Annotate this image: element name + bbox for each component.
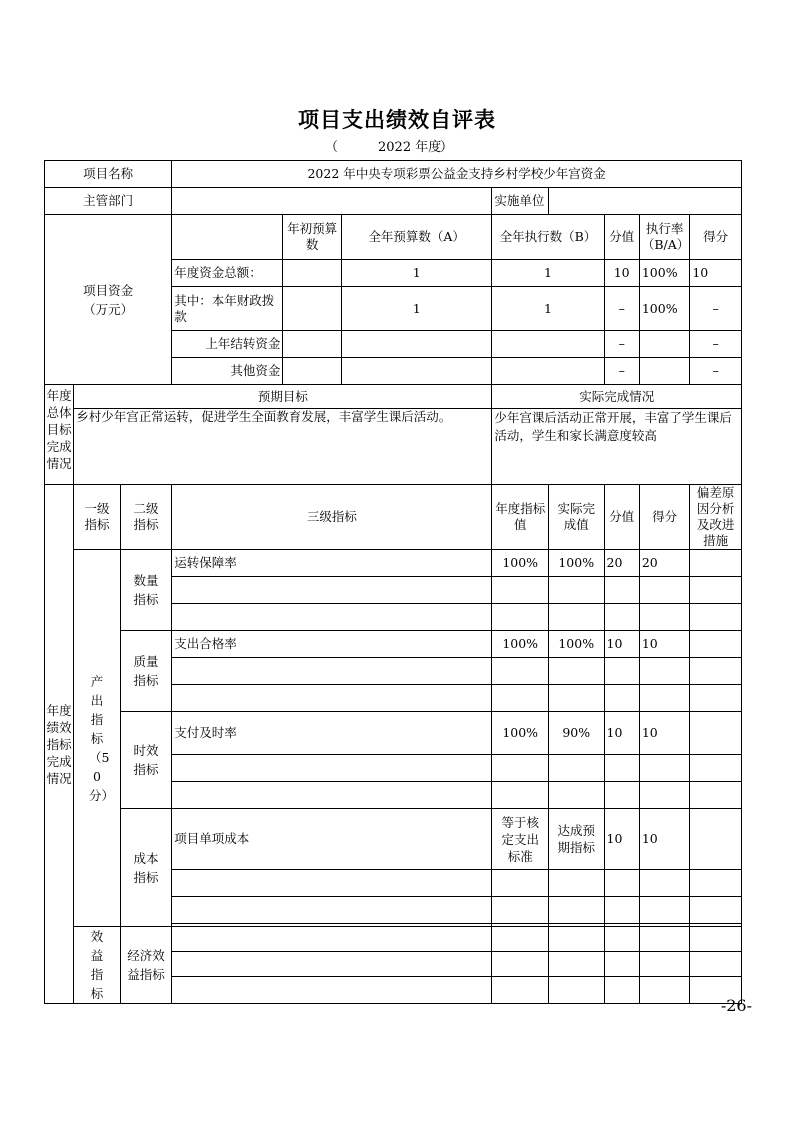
funds-row-executed xyxy=(492,358,604,385)
ind-header-score-value: 分值 xyxy=(604,485,639,550)
funds-header-initial: 年初预算数 xyxy=(283,215,342,260)
indicator-target: 等于核定支出标准 xyxy=(492,809,549,870)
funds-row-initial xyxy=(283,287,342,331)
funds-row-score: – xyxy=(690,331,742,358)
funds-row-score-value: – xyxy=(604,358,639,385)
goals-expected-header: 预期目标 xyxy=(74,385,492,409)
indicator-row xyxy=(45,809,742,870)
funds-label xyxy=(45,215,172,385)
goals-actual-text: 少年宫课后活动正常开展，丰富了学生课后活动，学生和家长满意度较高 xyxy=(492,409,742,485)
funds-row-budget: 1 xyxy=(341,260,491,287)
indicator-actual: 达成预期指标 xyxy=(548,809,604,870)
ind-header-level3: 三级指标 xyxy=(172,485,492,550)
funds-header-score: 得分 xyxy=(690,215,742,260)
indicator-score-value: 10 xyxy=(604,631,639,658)
goals-header-row xyxy=(45,385,742,409)
benefit-indicator-label xyxy=(74,927,120,1004)
ind-header-level2: 二级指标 xyxy=(120,485,172,550)
indicator-score: 10 xyxy=(639,809,690,870)
indicator-score-value: 10 xyxy=(604,712,639,755)
indicator-row xyxy=(45,550,742,577)
impl-value xyxy=(548,188,741,215)
indicator-score-value: 20 xyxy=(604,550,639,577)
indicator-target: 100% xyxy=(492,550,549,577)
funds-header-executed: 全年执行数（B） xyxy=(492,215,604,260)
sub-indicator-label: 经济效益指标 xyxy=(120,927,172,1004)
funds-header-row xyxy=(45,215,742,260)
funds-row-score-value: – xyxy=(604,287,639,331)
indicator-name: 支出合格率 xyxy=(172,631,492,658)
funds-row-score-value: – xyxy=(604,331,639,358)
subtitle-open: （ xyxy=(325,140,339,155)
funds-header-score-value: 分值 xyxy=(604,215,639,260)
funds-row-label: 上年结转资金 xyxy=(172,331,283,358)
funds-row-budget: 1 xyxy=(341,287,491,331)
indicator-actual: 90% xyxy=(548,712,604,755)
indicator-target: 100% xyxy=(492,631,549,658)
indicator-row xyxy=(45,631,742,658)
funds-row-executed xyxy=(492,331,604,358)
indicator-name: 支付及时率 xyxy=(172,712,492,755)
goals-actual-header: 实际完成情况 xyxy=(492,385,742,409)
indicator-deviation xyxy=(690,631,742,658)
project-name-label: 项目名称 xyxy=(45,161,172,188)
funds-row-budget xyxy=(341,331,491,358)
funds-row-label: 其他资金 xyxy=(172,358,283,385)
indicator-score: 20 xyxy=(639,550,690,577)
indicator-score: 10 xyxy=(639,712,690,755)
indicator-score-value: 10 xyxy=(604,809,639,870)
impl-label: 实施单位 xyxy=(492,188,549,215)
sub-indicator-label: 质量指标 xyxy=(120,631,172,712)
ind-header-level1: 一级指标 xyxy=(74,485,120,550)
sub-indicator-label: 数量指标 xyxy=(120,550,172,631)
dept-label: 主管部门 xyxy=(45,188,172,215)
indicator-deviation xyxy=(690,809,742,870)
indicator-name: 项目单项成本 xyxy=(172,809,492,870)
funds-row-initial xyxy=(283,358,342,385)
indicators-label: 年度绩效指标完成情况 xyxy=(45,485,74,1004)
funds-blank-header xyxy=(172,215,283,260)
sub-indicator-label: 时效指标 xyxy=(120,712,172,809)
output-indicator-label xyxy=(74,550,120,927)
indicator-actual: 100% xyxy=(548,631,604,658)
funds-row-score: 10 xyxy=(690,260,742,287)
indicator-target: 100% xyxy=(492,712,549,755)
goals-label: 年度总体目标完成情况 xyxy=(45,385,74,485)
indicator-row xyxy=(45,927,742,952)
funds-header-budget: 全年预算数（A） xyxy=(341,215,491,260)
page-title: 项目支出绩效自评表 xyxy=(298,108,496,132)
indicator-deviation xyxy=(690,550,742,577)
funds-label-text: 项目资金（万元） xyxy=(83,282,134,317)
indicators-header-row xyxy=(45,485,742,550)
goals-expected-text: 乡村少年宫正常运转，促进学生全面教育发展，丰富学生课后活动。 xyxy=(74,409,492,485)
funds-row-label: 年度资金总额： xyxy=(172,260,283,287)
funds-row-rate: 100% xyxy=(639,287,690,331)
project-name-value: 2022 年中央专项彩票公益金支持乡村学校少年宫资金 xyxy=(172,161,742,188)
funds-row-score: – xyxy=(690,287,742,331)
department-row xyxy=(45,188,742,215)
funds-row-score-value: 10 xyxy=(604,260,639,287)
subtitle-close: ） xyxy=(440,140,454,155)
ind-header-target: 年度指标值 xyxy=(492,485,549,550)
funds-row-rate: 100% xyxy=(639,260,690,287)
subtitle-year: 2022 年度 xyxy=(378,140,442,155)
funds-row-initial xyxy=(283,260,342,287)
performance-table xyxy=(44,160,742,1004)
ind-header-score: 得分 xyxy=(639,485,690,550)
output-label-text: 产出指标（50分） xyxy=(89,673,115,803)
indicator-score: 10 xyxy=(639,631,690,658)
ind-header-actual: 实际完成值 xyxy=(548,485,604,550)
sub-indicator-label: 成本指标 xyxy=(120,809,172,927)
funds-header-rate: 执行率（B/A） xyxy=(639,215,690,260)
indicator-name: 运转保障率 xyxy=(172,550,492,577)
funds-row-rate xyxy=(639,358,690,385)
indicator-row xyxy=(45,712,742,755)
dept-value xyxy=(172,188,492,215)
funds-row-score: – xyxy=(690,358,742,385)
funds-row-label: 其中：本年财政拨款 xyxy=(172,287,283,331)
funds-row-executed: 1 xyxy=(492,260,604,287)
indicator-actual: 100% xyxy=(548,550,604,577)
ind-header-deviation: 偏差原因分析及改进措施 xyxy=(690,485,742,550)
funds-row-budget xyxy=(341,358,491,385)
funds-row-rate xyxy=(639,331,690,358)
benefit-label-text: 效益指标 xyxy=(90,929,104,1001)
goals-content-row xyxy=(45,409,742,485)
indicator-deviation xyxy=(690,712,742,755)
funds-row-initial xyxy=(283,331,342,358)
page-number: -26- xyxy=(720,996,752,1015)
project-name-row xyxy=(45,161,742,188)
funds-row-executed: 1 xyxy=(492,287,604,331)
